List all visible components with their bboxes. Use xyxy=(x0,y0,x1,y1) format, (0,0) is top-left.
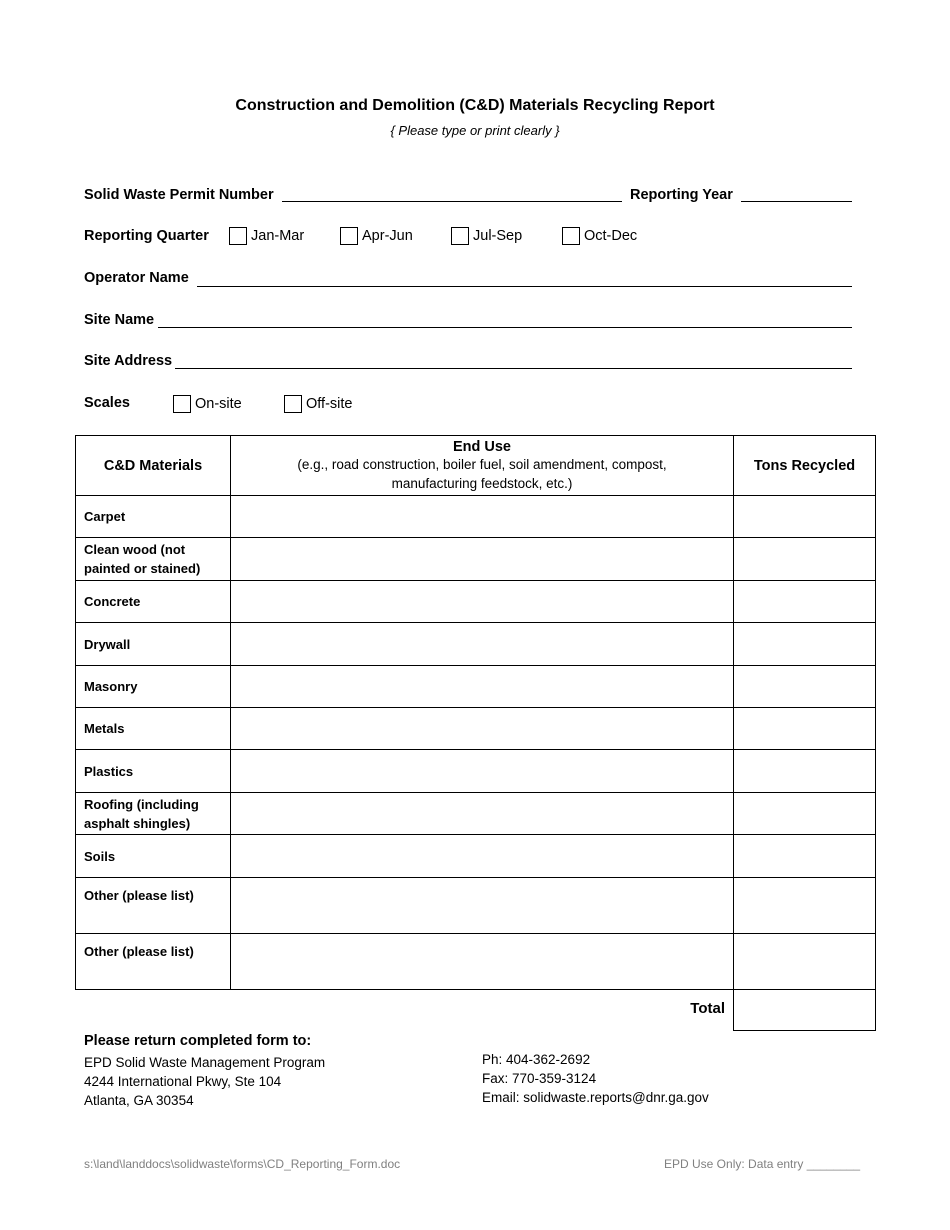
checkbox-on-site[interactable] xyxy=(173,395,191,413)
end-use-cell-clean-wood[interactable] xyxy=(231,538,734,581)
table-row xyxy=(76,835,876,878)
material-metals: Metals xyxy=(76,708,231,750)
site-name-field[interactable] xyxy=(158,327,852,328)
operator-name-label: Operator Name xyxy=(84,270,189,286)
material-roofing: Roofing (including asphalt shingles) xyxy=(76,793,231,835)
tons-cell-roofing[interactable] xyxy=(734,793,876,835)
materials-table xyxy=(75,435,876,990)
quarter-label-jan-mar: Jan-Mar xyxy=(251,228,305,244)
checkbox-oct-dec[interactable] xyxy=(562,227,580,245)
table-row xyxy=(76,750,876,793)
header-end-use xyxy=(231,436,734,496)
reporting-year-label: Reporting Year xyxy=(630,187,733,203)
table-row xyxy=(76,581,876,623)
header-tons-recycled: Tons Recycled xyxy=(734,436,876,496)
return-phone: Ph: 404-362-2692 xyxy=(482,1052,591,1067)
table-row xyxy=(76,666,876,708)
site-address-label: Site Address xyxy=(84,353,173,369)
checkbox-jan-mar[interactable] xyxy=(229,227,247,245)
permit-number-field[interactable] xyxy=(282,201,622,202)
material-other-1: Other (please list) xyxy=(76,878,231,934)
tons-cell-other-1[interactable] xyxy=(734,878,876,934)
header-end-use-sub-1: (e.g., road construction, boiler fuel, soil amendment, compost, xyxy=(297,456,667,472)
tons-cell-masonry[interactable] xyxy=(734,666,876,708)
tons-cell-plastics[interactable] xyxy=(734,750,876,793)
end-use-cell-other-2[interactable] xyxy=(231,934,734,990)
return-email: Email: solidwaste.reports@dnr.ga.gov xyxy=(482,1090,709,1105)
return-fax: Fax: 770-359-3124 xyxy=(482,1071,597,1086)
material-soils: Soils xyxy=(76,835,231,878)
material-clean-wood: Clean wood (not painted or stained) xyxy=(76,538,231,581)
quarter-label-jul-sep: Jul-Sep xyxy=(473,228,523,244)
permit-number-label: Solid Waste Permit Number xyxy=(84,187,274,203)
table-row xyxy=(76,496,876,538)
material-drywall: Drywall xyxy=(76,623,231,666)
material-plastics: Plastics xyxy=(76,750,231,793)
end-use-cell-drywall[interactable] xyxy=(231,623,734,666)
end-use-cell-soils[interactable] xyxy=(231,835,734,878)
header-end-use-sub-2: manufacturing feedstock, etc.) xyxy=(391,475,573,491)
quarter-option-jul-sep[interactable] xyxy=(451,227,522,245)
table-row xyxy=(76,793,876,835)
end-use-cell-masonry[interactable] xyxy=(231,666,734,708)
file-path: s:\land\landdocs\solidwaste\forms\CD_Reporting_Form.doc xyxy=(84,1157,401,1171)
quarter-option-oct-dec[interactable] xyxy=(562,227,637,245)
form-title: Construction and Demolition (C&D) Materials Recycling Report xyxy=(235,97,715,114)
scales-option-on-site[interactable] xyxy=(173,395,242,413)
site-name-label: Site Name xyxy=(84,312,155,328)
epd-use-only: EPD Use Only: Data entry ________ xyxy=(664,1157,861,1171)
tons-cell-concrete[interactable] xyxy=(734,581,876,623)
material-concrete: Concrete xyxy=(76,581,231,623)
scales-label-off-site: Off-site xyxy=(306,396,353,412)
table-row xyxy=(76,623,876,666)
operator-name-field[interactable] xyxy=(197,286,852,287)
end-use-cell-other-1[interactable] xyxy=(231,878,734,934)
scales-label-on-site: On-site xyxy=(195,396,242,412)
scales-option-off-site[interactable] xyxy=(284,395,352,413)
material-carpet: Carpet xyxy=(76,496,231,538)
checkbox-apr-jun[interactable] xyxy=(340,227,358,245)
quarter-label-oct-dec: Oct-Dec xyxy=(584,228,638,244)
return-org: EPD Solid Waste Management Program xyxy=(84,1055,326,1070)
return-address xyxy=(84,1053,325,1110)
return-city: Atlanta, GA 30354 xyxy=(84,1093,194,1108)
checkbox-jul-sep[interactable] xyxy=(451,227,469,245)
return-heading: Please return completed form to: xyxy=(84,1033,312,1049)
header-materials: C&D Materials xyxy=(76,436,231,496)
end-use-cell-plastics[interactable] xyxy=(231,750,734,793)
scales-label: Scales xyxy=(84,395,130,411)
table-row xyxy=(76,708,876,750)
table-row xyxy=(76,538,876,581)
tons-cell-other-2[interactable] xyxy=(734,934,876,990)
quarter-option-apr-jun[interactable] xyxy=(340,227,413,245)
tons-cell-clean-wood[interactable] xyxy=(734,538,876,581)
end-use-cell-carpet[interactable] xyxy=(231,496,734,538)
table-row xyxy=(76,934,876,990)
end-use-cell-metals[interactable] xyxy=(231,708,734,750)
quarter-option-jan-mar[interactable] xyxy=(229,227,304,245)
tons-cell-soils[interactable] xyxy=(734,835,876,878)
quarter-label-apr-jun: Apr-Jun xyxy=(362,228,413,244)
total-label: Total xyxy=(690,1000,725,1017)
site-address-field[interactable] xyxy=(175,368,852,369)
total-tons-field[interactable] xyxy=(733,989,876,1031)
table-row xyxy=(76,878,876,934)
checkbox-off-site[interactable] xyxy=(284,395,302,413)
table-header-row xyxy=(76,436,876,496)
tons-cell-metals[interactable] xyxy=(734,708,876,750)
header-end-use-title: End Use xyxy=(452,438,511,455)
material-other-2: Other (please list) xyxy=(76,934,231,990)
return-contact xyxy=(482,1050,709,1107)
reporting-year-field[interactable] xyxy=(741,201,852,202)
tons-cell-drywall[interactable] xyxy=(734,623,876,666)
reporting-quarter-label: Reporting Quarter xyxy=(84,228,209,244)
end-use-cell-concrete[interactable] xyxy=(231,581,734,623)
tons-cell-carpet[interactable] xyxy=(734,496,876,538)
end-use-cell-roofing[interactable] xyxy=(231,793,734,835)
return-street: 4244 International Pkwy, Ste 104 xyxy=(84,1074,282,1089)
form-subtitle: { Please type or print clearly } xyxy=(390,123,560,138)
material-masonry: Masonry xyxy=(76,666,231,708)
